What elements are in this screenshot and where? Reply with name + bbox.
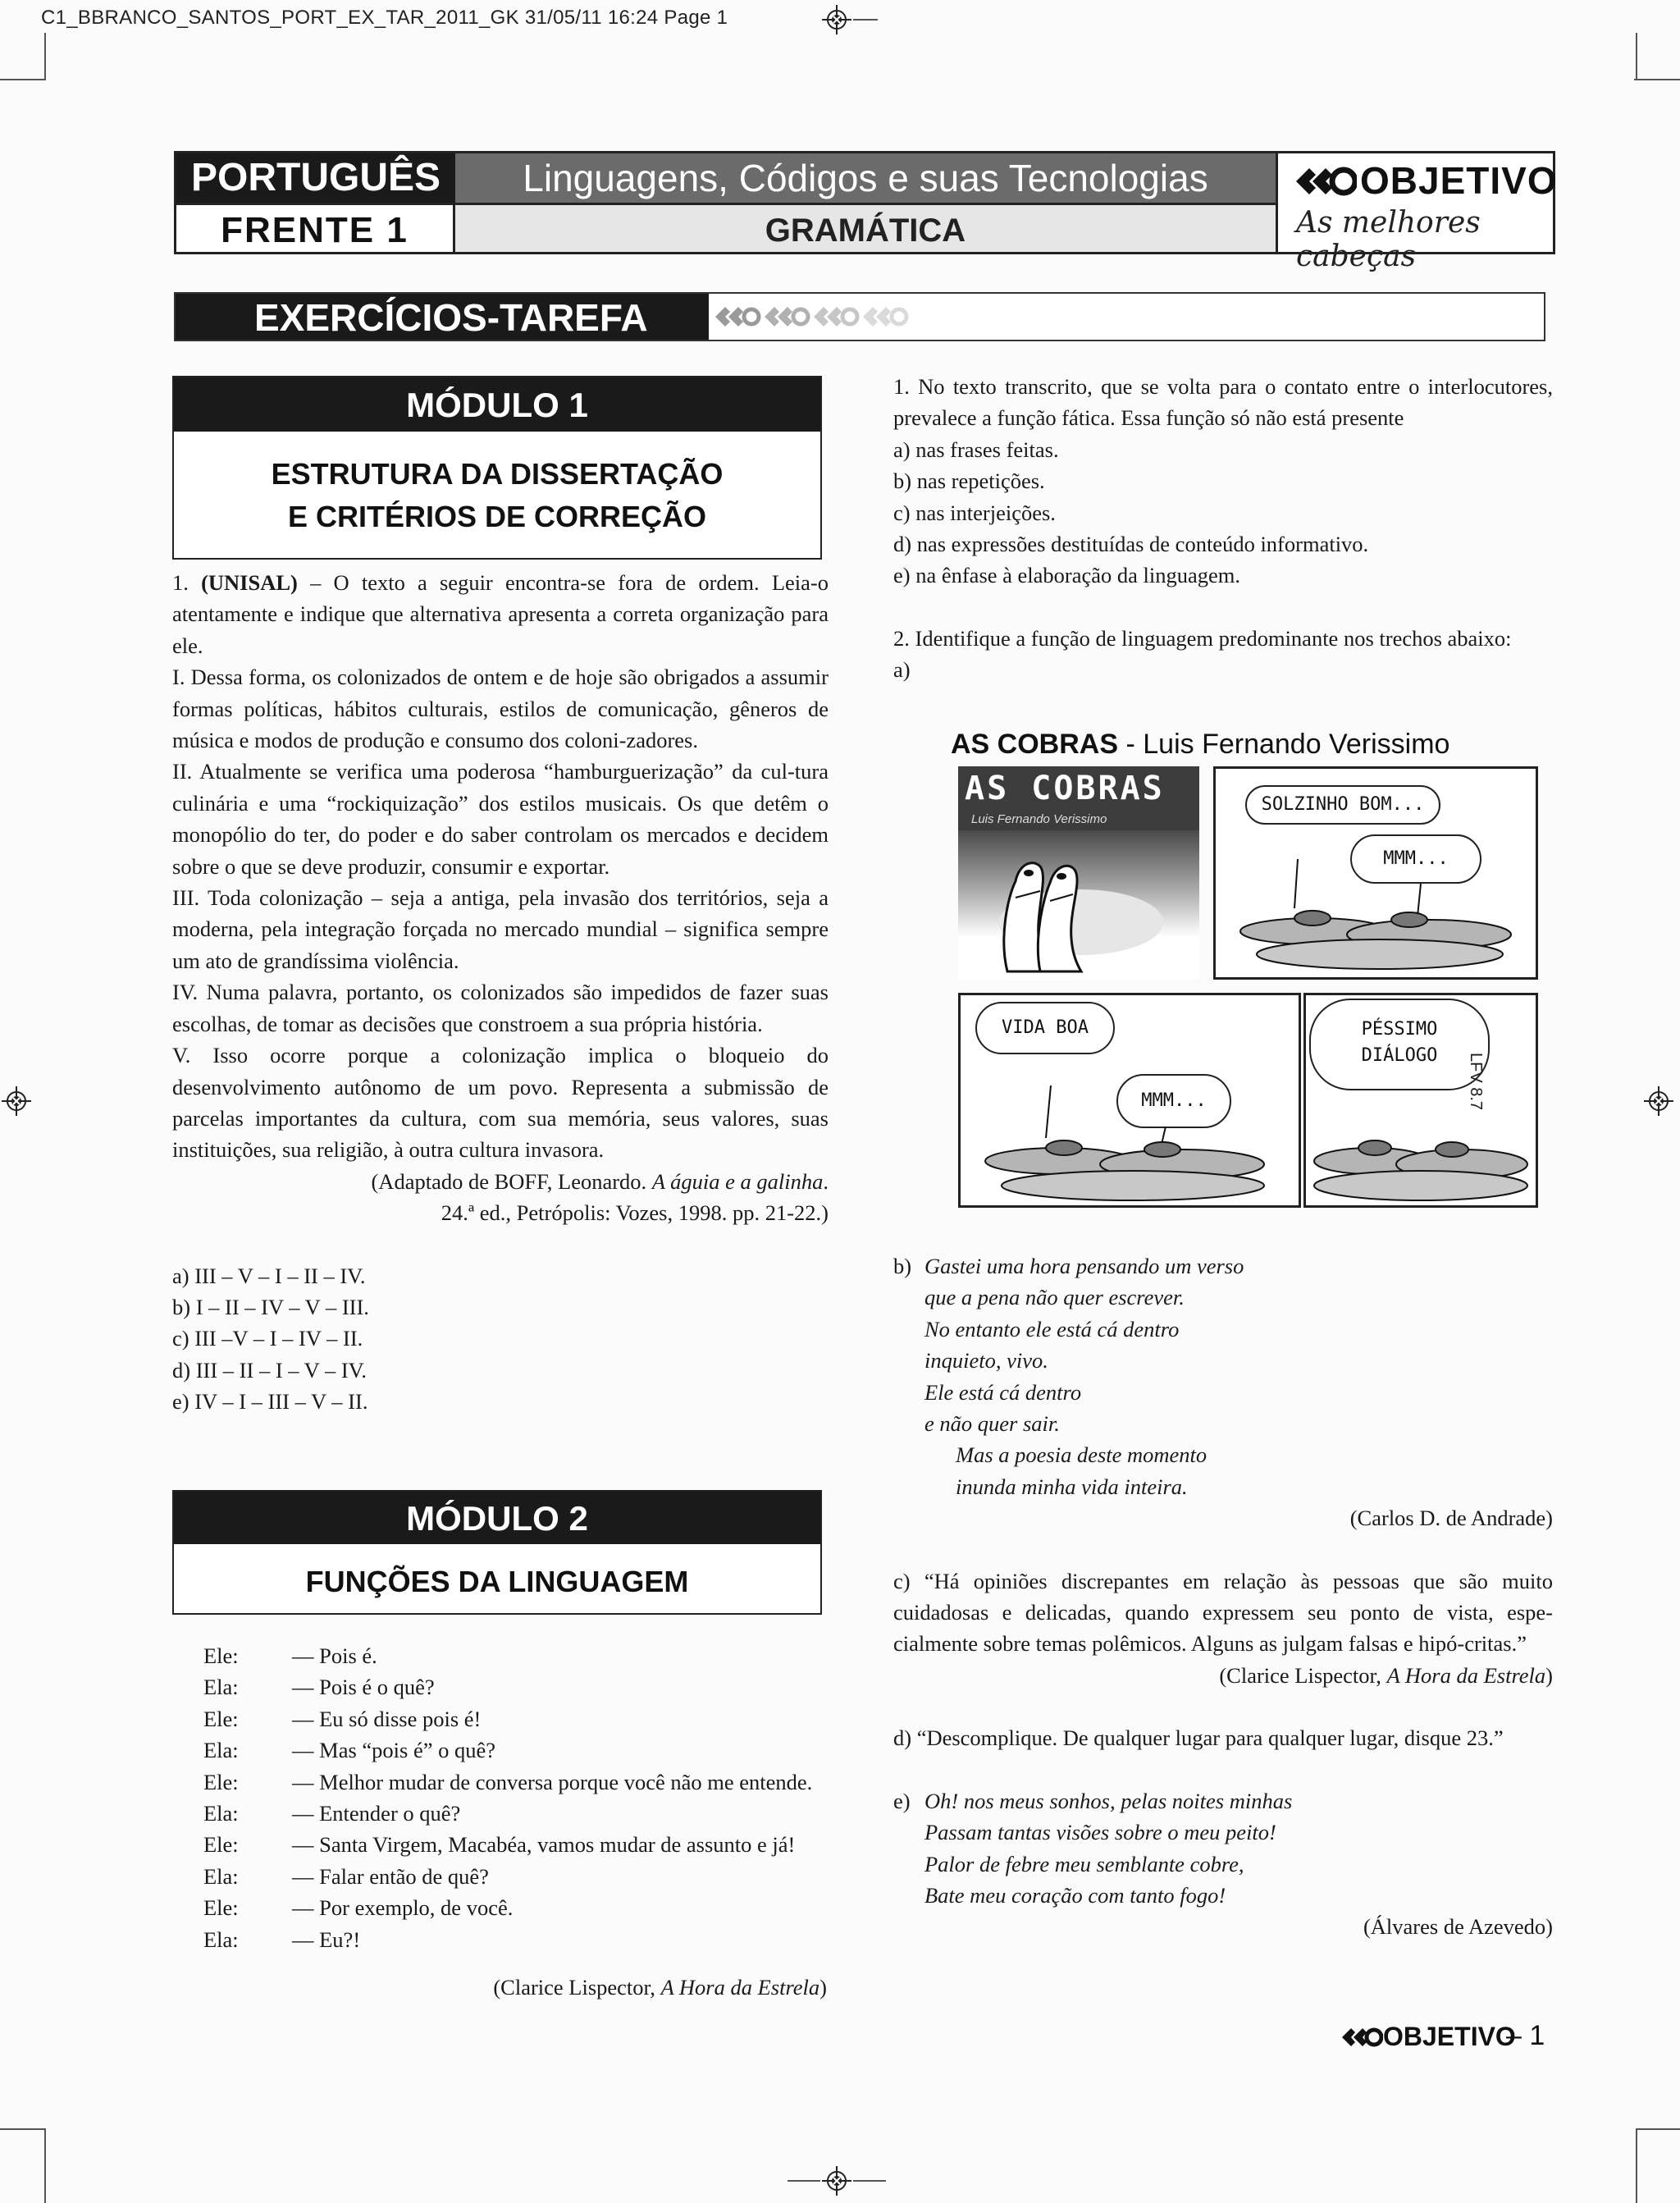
- crop-mark: [1636, 2128, 1637, 2203]
- question-text: 2. Identifique a função de linguagem predominante nos trechos abaixo:: [893, 625, 1512, 651]
- speaker: Ele:: [203, 1895, 239, 1921]
- citation-prefix: (Clarice Lispector,: [1219, 1662, 1387, 1688]
- page-header: [174, 151, 1558, 273]
- speech: — Melhor mudar de conversa porque você não me entende.: [292, 1769, 813, 1794]
- brand-pattern-icon: [714, 300, 943, 333]
- speech: — Por exemplo, de você.: [292, 1895, 514, 1921]
- module-2-subtitle: FUNÇÕES DA LINGUAGEM: [305, 1565, 689, 1598]
- dialogue-row: [203, 1767, 835, 1798]
- question-number: 1.: [172, 570, 189, 595]
- text-paragraph: V. Isso ocorre porque a colonização implica o bloqueio do desenvolvimento autônomo de um povo. Representa a submissão de parcelas importantes da cultura, com sua memória, seus valores, suas instituições, sua religião, à outra cultura invasora.: [172, 1043, 829, 1163]
- crop-mark: [44, 2128, 46, 2203]
- objetivo-logo-icon: [1293, 163, 1357, 199]
- footer-brand: OBJETIVO: [1383, 2022, 1516, 2051]
- poem-author: (Álvares de Azevedo): [1363, 1914, 1553, 1940]
- spacer: [172, 1229, 829, 1260]
- answer-option: c) III –V – I – IV – II.: [172, 1326, 363, 1351]
- speech: — Mas “pois é” o quê?: [292, 1738, 495, 1763]
- registration-mark-icon: [822, 5, 851, 34]
- speech: — Entender o quê?: [292, 1801, 461, 1826]
- poem-line: que a pena não quer escrever.: [924, 1285, 1185, 1310]
- registration-mark-icon: [2, 1086, 31, 1116]
- item-c-text: c) “Há opiniões discrepantes em relação às pessoas que são muito cuidadosas e delicadas, quando expressem seu ponto de vista, espe-cialmente sobre temas polêmicos. Alguns as julgam falsas e hipó-critas.”: [893, 1568, 1553, 1657]
- citation-suffix: ): [1545, 1662, 1553, 1688]
- question-intro: [172, 567, 829, 661]
- crop-mark: [1634, 79, 1680, 80]
- poem-line: Ele está cá dentro: [924, 1379, 1082, 1405]
- speaker: Ela:: [203, 1738, 239, 1763]
- poem-line: e não quer sair.: [924, 1411, 1060, 1437]
- subject-label: PORTUGUÊS: [176, 153, 455, 203]
- snakes-on-rocks-illustration: [961, 1086, 1301, 1208]
- citation-title: A águia e a galinha: [651, 1168, 824, 1194]
- dialogue-row: [203, 1829, 835, 1860]
- speaker: Ela:: [203, 1675, 239, 1700]
- speaker: Ele:: [203, 1832, 239, 1858]
- poem-line: inquieto, vivo.: [924, 1348, 1048, 1373]
- speech-bubble-line: DIÁLOGO: [1361, 1045, 1438, 1066]
- snakes-on-rocks-illustration: [1306, 1086, 1538, 1208]
- poem-line: Passam tantas visões sobre o meu peito!: [924, 1820, 1276, 1845]
- speech: — Pois é o quê?: [292, 1675, 435, 1700]
- speech-bubble: SOLZINHO BOM...: [1245, 785, 1440, 825]
- speech-bubble: MMM...: [1350, 834, 1481, 884]
- module-2-title: MÓDULO 2: [174, 1492, 820, 1544]
- speech: — Santa Virgem, Macabéa, vamos mudar de assunto e já!: [292, 1832, 796, 1858]
- comic-signature: LFV 8.7: [1467, 1053, 1485, 1111]
- answer-option: a) nas frases feitas.: [893, 436, 1059, 462]
- poem-e: [893, 1785, 1553, 1912]
- item-label: e): [893, 1788, 911, 1813]
- dialogue-row: [203, 1924, 835, 1955]
- speech-bubble-line: PÉSSIMO: [1361, 1019, 1438, 1040]
- comic-cover-title: AS COBRAS: [965, 770, 1165, 807]
- section-title: EXERCÍCIOS-TAREFA: [176, 294, 709, 340]
- speaker: Ela:: [203, 1926, 239, 1952]
- dialogue-row: [203, 1798, 835, 1829]
- area-label: Linguagens, Códigos e suas Tecnologias: [455, 153, 1276, 203]
- answer-option: b) nas repetições.: [893, 468, 1045, 494]
- citation-line: 24.ª ed., Petrópolis: Vozes, 1998. pp. 21-22.): [441, 1200, 829, 1226]
- comic-title: [951, 729, 1449, 761]
- crop-mark: [44, 33, 46, 80]
- crop-mark: [853, 19, 878, 21]
- text-paragraph: IV. Numa palavra, portanto, os colonizados são impedidos de fazer suas escolhas, de tomar as decisões que constroem a sua própria história.: [172, 980, 829, 1036]
- citation-prefix: (Clarice Lispector,: [493, 1975, 661, 2000]
- citation-suffix: .: [823, 1168, 829, 1194]
- crop-mark: [1636, 2128, 1680, 2130]
- dialogue-row: [203, 1861, 835, 1892]
- text-paragraph: III. Toda colonização – seja a antiga, pela invasão dos territórios, seja a moderna, pela integração forçada no mercado mundial – significa sempre um ato de grandíssima violência.: [172, 885, 829, 973]
- answer-option: d) nas expressões destituídas de conteúdo informativo.: [893, 532, 1369, 557]
- front-label: FRENTE 1: [176, 203, 455, 252]
- answer-option: c) nas interjeições.: [893, 500, 1056, 525]
- section-band: [174, 292, 1545, 341]
- speech-bubble: MMM...: [1116, 1074, 1231, 1128]
- speaker: Ele:: [203, 1643, 239, 1668]
- module-1-subtitle-line: ESTRUTURA DA DISSERTAÇÃO: [271, 457, 724, 491]
- module-1-title: MÓDULO 1: [174, 377, 820, 432]
- citation-title: A Hora da Estrela: [660, 1975, 820, 2000]
- crop-mark: [788, 2180, 820, 2182]
- speaker: Ele:: [203, 1769, 239, 1794]
- comic-panel-3: [958, 993, 1301, 1208]
- item-c-citation: [893, 1660, 1553, 1691]
- spacer: [893, 1754, 1553, 1785]
- speech: — Eu?!: [292, 1926, 361, 1952]
- question-source: (UNISAL): [201, 570, 298, 595]
- module-1-subtitle: [174, 453, 820, 538]
- objetivo-logo-icon: [1340, 2025, 1383, 2050]
- poem-line: Gastei uma hora pensando um verso: [924, 1254, 1244, 1278]
- speaker: Ela:: [203, 1801, 239, 1826]
- answer-option: e) IV – I – III – V – II.: [172, 1389, 368, 1415]
- speech-bubble: VIDA BOA: [975, 1002, 1115, 1054]
- poem-line: Palor de febre meu semblante cobre,: [924, 1851, 1244, 1876]
- poem-line: inunda minha vida inteira.: [956, 1474, 1188, 1499]
- spacer: [893, 592, 1553, 623]
- discipline-label: GRAMÁTICA: [455, 203, 1276, 252]
- dialogue-row: [203, 1892, 835, 1923]
- spacer: [893, 1691, 1553, 1722]
- answer-option: b) I – II – IV – V – III.: [172, 1294, 369, 1319]
- registration-mark-icon: [822, 2166, 851, 2196]
- poem-author: (Carlos D. de Andrade): [1349, 1506, 1553, 1531]
- comic-panel-2: [1213, 766, 1538, 980]
- citation: [172, 1166, 829, 1197]
- citation-prefix: (Adaptado de BOFF, Leonardo.: [371, 1168, 652, 1194]
- poem-line: Mas a poesia deste momento: [956, 1442, 1208, 1468]
- speaker: Ela:: [203, 1863, 239, 1889]
- crop-mark: [1636, 33, 1637, 80]
- spacer: [893, 1534, 1553, 1565]
- item-label: b): [893, 1254, 912, 1278]
- right-question-1: [893, 371, 1553, 686]
- citation-suffix: ): [819, 1975, 827, 2000]
- poem-b: [893, 1250, 1553, 1502]
- answer-option: a) III – V – I – II – IV.: [172, 1263, 366, 1288]
- item-label: a): [893, 657, 911, 683]
- dialogue-citation: [172, 1972, 827, 2003]
- speaker: Ele:: [203, 1706, 239, 1731]
- crop-mark: [0, 2128, 44, 2130]
- item-b: [893, 1250, 1553, 1943]
- snake-illustration: [958, 816, 1199, 980]
- comic-panel-cover: [958, 766, 1199, 980]
- module-1-subtitle-line: E CRITÉRIOS DE CORREÇÃO: [287, 500, 707, 533]
- speech: — Falar então de quê?: [292, 1863, 489, 1889]
- answer-option: d) III – II – I – V – IV.: [172, 1357, 367, 1383]
- page-footer: [1340, 2020, 1554, 2054]
- comic-title-rest: - Luis Fernando Verissimo: [1118, 729, 1450, 760]
- module-1-box: [172, 376, 822, 560]
- brand-name: OBJETIVO: [1360, 159, 1558, 202]
- speech-bubble: [1309, 999, 1490, 1090]
- poem-line: Bate meu coração com tanto fogo!: [924, 1882, 1226, 1908]
- module-1-question: [172, 567, 829, 1418]
- crop-mark: [0, 79, 44, 80]
- module-2-box: [172, 1490, 822, 1615]
- dialogue-row: [203, 1735, 835, 1766]
- question-text: – O texto a seguir encontra-se fora de ordem. Leia-o atentamente e indique que alternativa apresenta a correta organização para ele.: [172, 570, 829, 658]
- comic-panel-4: [1303, 993, 1538, 1208]
- print-slug: C1_BBRANCO_SANTOS_PORT_EX_TAR_2011_GK 31/05/11 16:24 Page 1: [41, 7, 728, 29]
- comic-cover-author: Luis Fernando Verissimo: [958, 812, 1199, 830]
- snakes-on-rocks-illustration: [1216, 859, 1538, 980]
- text-paragraph: I. Dessa forma, os colonizados de ontem e de hoje são obrigados a assumir formas políticas, hábitos culturais, estilos de comunicação, gêneros de música e modos de produção e consumo dos coloni-zadores.: [172, 665, 829, 753]
- item-d-text: d) “Descomplique. De qualquer lugar para qualquer lugar, disque 23.”: [893, 1725, 1504, 1751]
- dialogue-row: [203, 1640, 835, 1671]
- dialogue-row: [203, 1671, 835, 1703]
- dialogue-row: [203, 1703, 835, 1735]
- poem-line: No entanto ele está cá dentro: [924, 1316, 1180, 1341]
- dialogue: [203, 1640, 835, 1955]
- text-paragraph: II. Atualmente se verifica uma poderosa “hamburguerização” da cul-tura culinária e uma “rockiquização” dos estilos musicais. Os que detêm o monopólio do ter, do poder e do saber controlam os mercados e decidem sobre o que se deve produzir, consumir e exportar.: [172, 759, 829, 879]
- comic-title-bold: AS COBRAS: [951, 729, 1119, 760]
- speech: — Eu só disse pois é!: [292, 1706, 482, 1731]
- citation-title: A Hora da Estrela: [1386, 1662, 1546, 1688]
- page-number: – 1: [1506, 2020, 1545, 2051]
- poem-line: Oh! nos meus sonhos, pelas noites minhas: [924, 1788, 1293, 1813]
- speech: — Pois é.: [292, 1643, 377, 1668]
- brand-logo: [1276, 153, 1558, 273]
- question-text: 1. No texto transcrito, que se volta para o contato entre o interlocutores, prevalece a função fática. Essa função só não está presente: [893, 374, 1553, 431]
- answer-option: e) na ênfase à elaboração da linguagem.: [893, 563, 1241, 588]
- crop-mark: [853, 2180, 886, 2182]
- registration-mark-icon: [1644, 1086, 1673, 1116]
- brand-slogan: As melhores cabeças: [1296, 206, 1481, 273]
